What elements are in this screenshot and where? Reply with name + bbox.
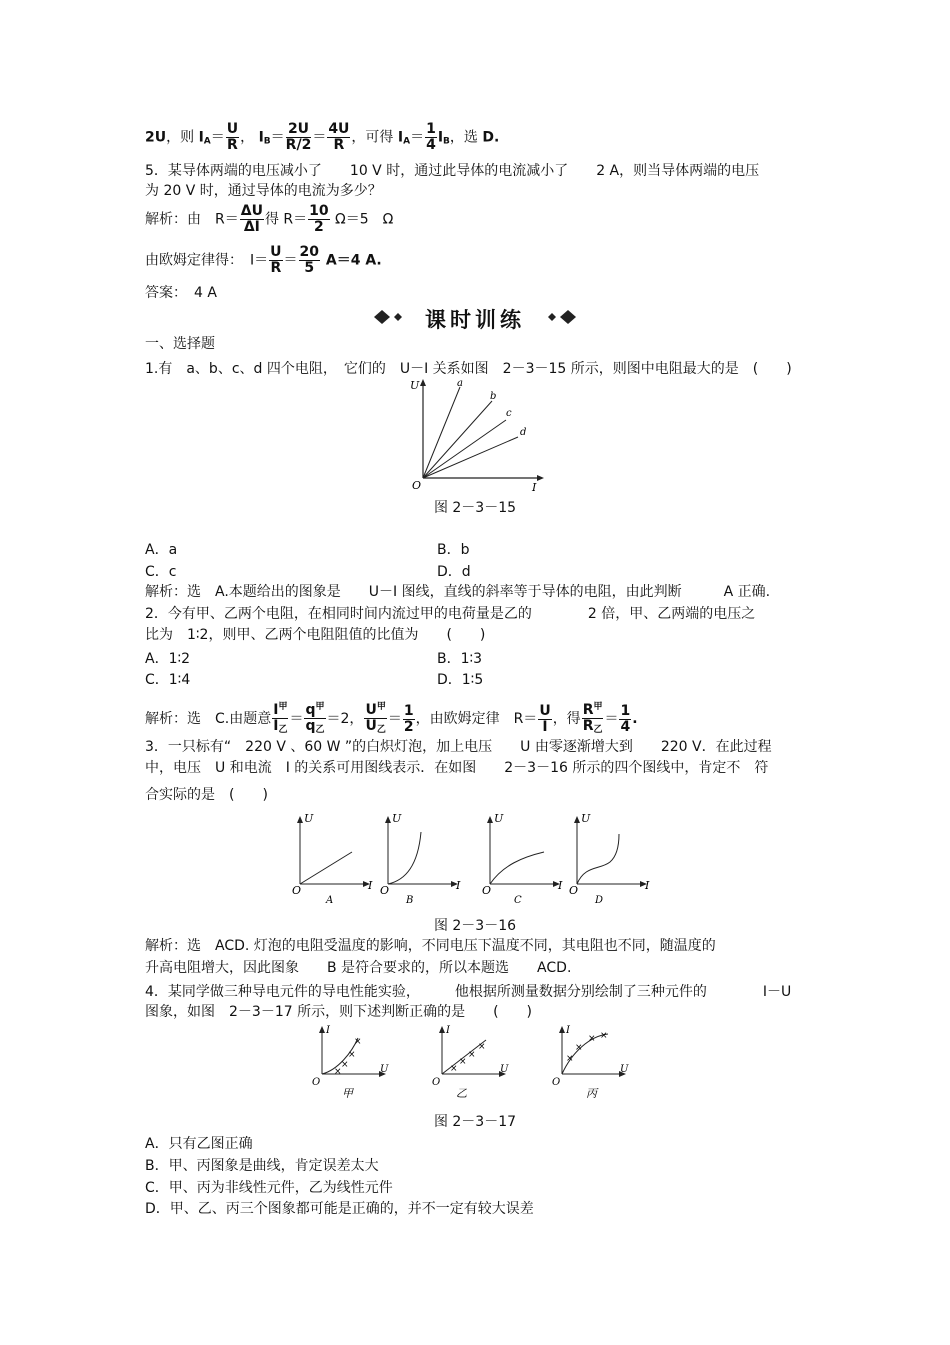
fraction: $\frac{1}{4}$ <box>426 121 436 153</box>
q3-stem-line2: 中，电压 U 和电流 I 的关系可用图线表示．在如图 2－3－16 所示的四个图线中，肯定不 符 <box>145 760 769 776</box>
svg-text:U: U <box>410 379 420 392</box>
q5-answer: 答案： 4 A <box>145 285 217 301</box>
svg-text:C: C <box>514 895 522 906</box>
svg-text:I: I <box>566 1025 570 1036</box>
q3-stem-line3: 合实际的是 ( ) <box>145 787 268 803</box>
svg-text:×: × <box>341 1060 349 1070</box>
q4-option-d: D．甲、乙、丙三个图象都可能是正确的，并不一定有较大误差 <box>145 1201 534 1217</box>
svg-text:I: I <box>326 1025 330 1036</box>
diamond-icon <box>374 310 390 324</box>
q4-option-a: A．只有乙图正确 <box>145 1136 253 1152</box>
svg-text:I: I <box>446 1025 450 1036</box>
q1-stem: 1.有 a、b、c、d 四个电阻， 它们的 U－I 关系如图 2－3－15 所示，则图中电阻最大的是 ( ) <box>145 361 792 377</box>
svg-text:×: × <box>348 1050 356 1060</box>
svg-text:O: O <box>380 884 390 897</box>
q2-option-c: C．1∶4 <box>145 672 191 688</box>
q3-stem-line1: 3．一只标有“ 220 V 、60 W ”的白炽灯泡，加上电压 U 由零逐渐增大到 220 V．在此过程 <box>145 739 772 755</box>
svg-text:甲: 甲 <box>342 1087 353 1100</box>
q3-caption: 图 2－3－16 <box>433 918 517 934</box>
svg-text:I: I <box>368 879 373 892</box>
q4-option-b: B．甲、丙图象是曲线，肯定误差太大 <box>145 1158 379 1174</box>
q2-solution: 解析：选 C.由题意 $\frac{I^甲}{I_乙}$ ＝ $\frac{q^甲}{q_乙}$ ＝2， $\frac{U^甲}{U_乙}$ ＝ $\frac{1}{2}$ ，由欧姆定律 R＝ $\frac{U}{I}$ ，得 $\frac{R^甲}{R_乙}$ ＝ $\frac{1}{4}$ . <box>145 700 638 738</box>
q5-stem-line1: 5．某导体两端的电压减小了 10 V 时，通过此导体的电流减小了 2 A，则当导体两端的电压 <box>145 163 760 179</box>
q2-option-b: B．1∶3 <box>437 651 483 667</box>
svg-text:×: × <box>459 1057 467 1067</box>
fraction: $\frac{U}{R}$ <box>270 244 282 276</box>
svg-text:A: A <box>326 895 334 906</box>
svg-text:U: U <box>392 812 402 825</box>
svg-text:×: × <box>334 1067 342 1077</box>
q1-solution: 解析：选 A.本题给出的图象是 U－I 图线，直线的斜率等于导体的电阻，由此判断 A 正确. <box>145 584 771 600</box>
q2-stem-line1: 2．今有甲、乙两个电阻，在相同时间内流过甲的电荷量是乙的 2 倍，甲、乙两端的电压之 <box>145 606 756 622</box>
fraction: $\frac{10}{2}$ <box>309 203 329 235</box>
svg-text:I: I <box>645 879 650 892</box>
banner-title: 课时训练 <box>425 308 525 332</box>
diamond-icon <box>394 313 402 321</box>
svg-text:B: B <box>406 895 414 906</box>
q1-option-c: C．c <box>145 564 177 580</box>
diamond-icon <box>548 313 556 321</box>
svg-text:U: U <box>494 812 504 825</box>
svg-text:O: O <box>412 479 422 492</box>
fraction: $\frac{1}{2}$ <box>403 702 414 735</box>
q3-graph-c <box>482 812 563 906</box>
fraction: $\frac{20}{5}$ <box>299 244 319 276</box>
q1-option-b: B．b <box>437 542 470 558</box>
q4-option-c: C．甲、丙为非线性元件，乙为线性元件 <box>145 1180 393 1196</box>
fraction: $\frac{\Delta U}{\Delta I}$ <box>240 203 263 235</box>
fraction: $\frac{I^甲}{I_乙}$ <box>273 702 288 735</box>
svg-text:O: O <box>432 1077 441 1088</box>
q2-option-d: D．1∶5 <box>437 672 484 688</box>
q4-caption: 图 2－3－17 <box>433 1114 517 1130</box>
q5-solution-line1: 解析：由 R＝ $\frac{\Delta U}{\Delta I}$ 得 R＝ $\frac{10}{2}$ Ω＝5 Ω <box>145 203 394 235</box>
svg-text:×: × <box>575 1043 583 1053</box>
svg-text:丙: 丙 <box>586 1087 597 1100</box>
q4-graph-bing <box>552 1025 629 1100</box>
q1-option-d: D．d <box>437 564 471 580</box>
svg-text:×: × <box>354 1037 362 1047</box>
q3-solution-line1: 解析：选 ACD. 灯泡的电阻受温度的影响，不同电压下温度不同，其电阻也不同，随温度的 <box>145 938 716 954</box>
fraction: $\frac{U^甲}{U_乙}$ <box>365 702 386 735</box>
svg-text:I: I <box>558 879 563 892</box>
q4-stem-line2: 图象，如图 2－3－17 所示，则下述判断正确的是 ( ) <box>145 1004 533 1020</box>
svg-text:×: × <box>588 1034 596 1044</box>
svg-text:O: O <box>552 1077 561 1088</box>
svg-text:O: O <box>569 884 579 897</box>
svg-text:O: O <box>482 884 492 897</box>
svg-text:b: b <box>490 391 497 402</box>
svg-text:U: U <box>500 1064 509 1075</box>
q5-solution-line2: 由欧姆定律得： I＝ $\frac{U}{R}$ ＝ $\frac{20}{5}$ A＝4 A. <box>145 244 382 276</box>
svg-text:U: U <box>620 1064 629 1075</box>
q1-figure <box>400 375 550 493</box>
q4-graph-yi <box>432 1025 509 1100</box>
svg-text:D: D <box>595 895 604 906</box>
q2-stem-line2: 比为 1∶2，则甲、乙两个电阻阻值的比值为 ( ) <box>145 627 486 643</box>
svg-text:I: I <box>456 879 461 892</box>
svg-text:I: I <box>532 481 537 493</box>
svg-text:×: × <box>468 1050 476 1060</box>
fraction: $\frac{q^甲}{q_乙}$ <box>305 702 325 735</box>
svg-text:c: c <box>506 408 512 419</box>
section-banner <box>370 302 580 332</box>
fraction: $\frac{1}{4}$ <box>620 702 631 735</box>
svg-text:乙: 乙 <box>456 1087 467 1100</box>
q1-caption: 图 2－3－15 <box>433 500 517 516</box>
q5-stem-line2: 为 20 V 时，通过导体的电流为多少？ <box>145 183 382 199</box>
q3-graph-a <box>292 812 373 906</box>
q3-figures <box>288 810 658 910</box>
svg-text:×: × <box>600 1031 608 1041</box>
fraction: $\frac{2U}{R/2}$ <box>285 121 312 153</box>
svg-text:d: d <box>520 427 527 438</box>
svg-text:O: O <box>312 1077 321 1088</box>
svg-text:a: a <box>457 378 463 389</box>
svg-text:O: O <box>292 884 302 897</box>
section-heading: 一、选择题 <box>145 336 215 352</box>
q4-graph-jia <box>312 1025 389 1100</box>
svg-text:U: U <box>380 1064 389 1075</box>
q3-graph-d <box>569 812 650 906</box>
fraction: $\frac{R^甲}{R_乙}$ <box>582 702 603 735</box>
q3-solution-line2: 升高电阻增大，因此图象 B 是符合要求的，所以本题选 ACD. <box>145 960 572 976</box>
prev-solution-line: 2U，则 $I_A=$ $\frac{U}{R}$ ， $I_B=$ $\frac{2U}{R/2}$ ＝ $\frac{4U}{R}$ ，可得 $I_A=$ $\frac{1}{4}$ $I_B$，选 D. <box>145 121 500 153</box>
fraction: $\frac{4U}{R}$ <box>328 121 350 153</box>
fraction: $\frac{U}{R}$ <box>226 121 239 153</box>
svg-text:×: × <box>450 1064 458 1074</box>
svg-text:U: U <box>581 812 591 825</box>
svg-text:×: × <box>478 1042 486 1052</box>
svg-text:U: U <box>304 812 314 825</box>
q2-option-a: A．1∶2 <box>145 651 191 667</box>
q4-figures <box>310 1022 640 1104</box>
q4-stem-line1: 4．某同学做三种导电元件的导电性能实验， 他根据所测量数据分别绘制了三种元件的 I－U <box>145 984 792 1000</box>
diamond-icon <box>560 310 576 324</box>
q3-graph-b <box>380 812 461 906</box>
svg-text:×: × <box>566 1054 574 1064</box>
q1-option-a: A．a <box>145 542 178 558</box>
fraction: $\frac{U}{I}$ <box>539 702 551 735</box>
